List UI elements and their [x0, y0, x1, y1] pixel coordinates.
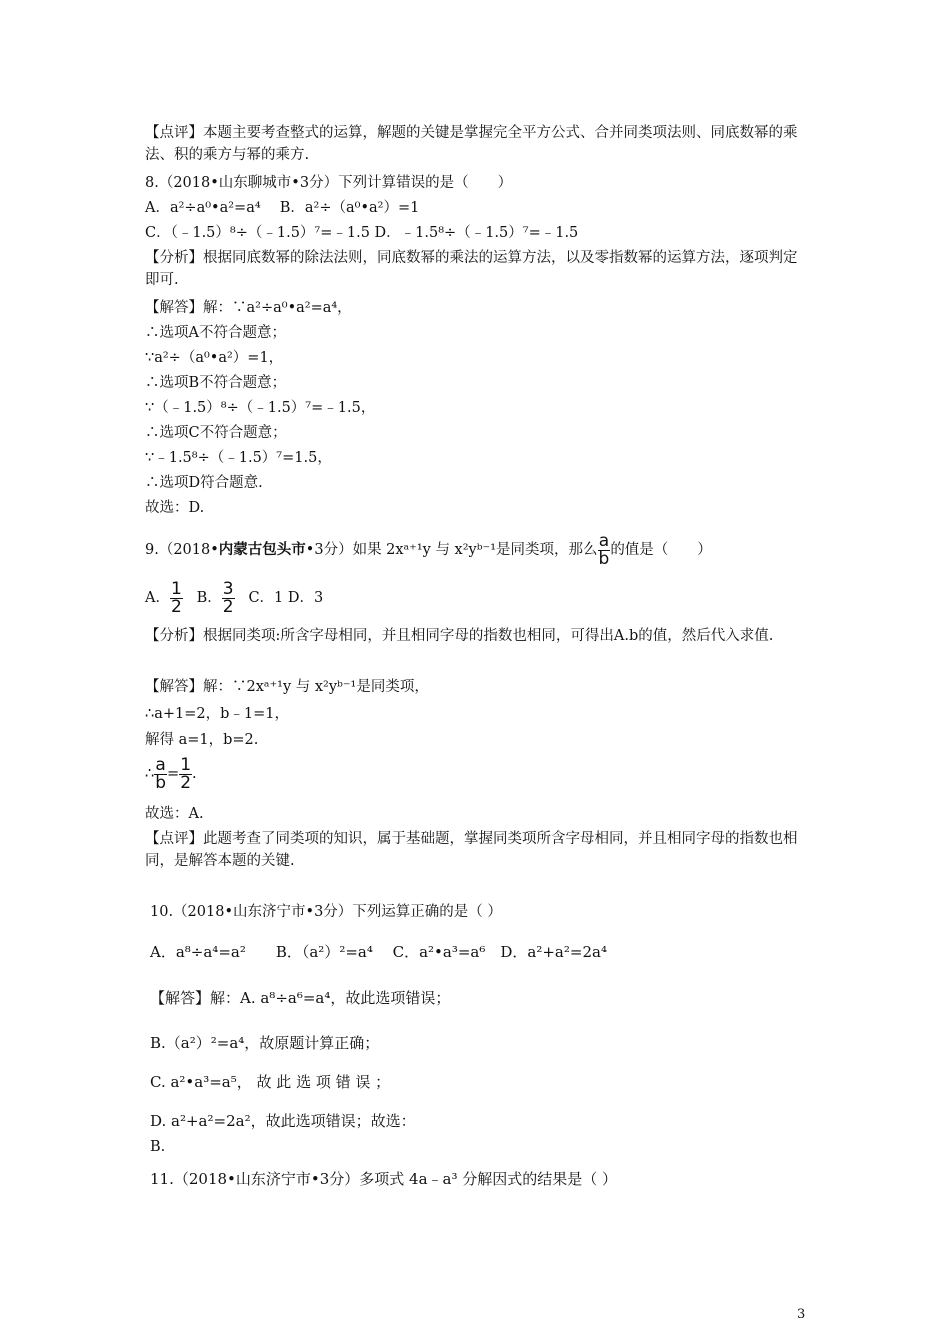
q8-options-cd: C．（﹣1.5）⁸÷（﹣1.5）⁷=﹣1.5 D．﹣1.5⁸÷（﹣1.5）⁷=﹣1.5 [145, 225, 579, 241]
q10-title: 10.（2018•山东济宁市•3分）下列运算正确的是（ ） [150, 904, 502, 920]
q11-title: 11.（2018•山东济宁市•3分）多项式 4a﹣a³ 分解因式的结果是（ ） [150, 1170, 618, 1188]
q8-answer-line: ∵﹣1.5⁸÷（﹣1.5）⁷=1.5， [145, 450, 332, 466]
q10-options: A．a⁸÷a⁴=a² B．（a²）²=a⁴ C．a²•a³=a⁶ D．a²+a²=2a⁴ [150, 943, 607, 961]
q10-answer-line: D. a²+a²=2a²，故此选项错误；故选： [150, 1112, 416, 1130]
q9-answer-line: 【解答】解：∵2xᵃ⁺¹y 与 x²yᵇ⁻¹是同类项， [145, 679, 429, 695]
q10-answer-line: B. [150, 1139, 166, 1155]
q9-fraction-a-over-b: $\frac{a}{b}$ [598, 530, 610, 569]
q9-title-post: 的值是（ ） [610, 542, 712, 558]
q10-answer-line: C. a²•a³=a⁵， 故 此 选 项 错 误 ； [150, 1073, 391, 1091]
q10-answer-line: 【解答】解：A. a⁸÷a⁶=a⁴，故此选项错误； [150, 989, 451, 1007]
q9-review: 【点评】此题考查了同类项的知识，属于基础题，掌握同类项所含字母相同，并且相同字母的指数也相同，是解答本题的关键. [145, 831, 798, 869]
q9-answer-line: 解得 a=1，b=2. [145, 732, 259, 748]
q8-title: 8.（2018•山东聊城市•3分）下列计算错误的是（ ） [145, 175, 513, 191]
q9-title [145, 532, 712, 568]
q9-choice: 故选：A. [145, 806, 204, 822]
q9-answer-fraction-line: ∴ $\frac{a}{b}$ = $\frac{1}{2}$ . [145, 754, 197, 793]
q9-answer-line: ∴a+1=2，b﹣1=1， [145, 706, 290, 722]
q8-analysis: 【分析】根据同底数幂的除法法则，同底数幂的乘法的运算方法，以及零指数幂的运算方法，逐项判定即可. [145, 250, 798, 288]
review-prev: 【点评】本题主要考查整式的运算，解题的关键是掌握完全平方公式、合并同类项法则、同底数幂的乘法、积的乘方与幂的乘方. [145, 125, 798, 163]
q9-option-b-fraction: $\frac{3}{2}$ [222, 578, 234, 617]
q9-answer-fraction-ab: $\frac{a}{b}$ [155, 754, 167, 793]
q8-answer-line: ∵a²÷（a⁰•a²）=1， [145, 350, 284, 366]
q8-answer-line: ∴选项D符合题意. [145, 475, 263, 491]
q9-option-a-fraction: $\frac{1}{2}$ [170, 578, 182, 617]
q8-choice: 故选：D. [145, 500, 205, 516]
q8-answer-line: ∴选项A不符合题意； [145, 325, 286, 341]
q8-answer-line: ∴选项C不符合题意； [145, 425, 287, 441]
q9-title-pre: 9.（2018• [145, 542, 219, 558]
q9-analysis: 【分析】根据同类项:所含字母相同，并且相同字母的指数也相同，可得出A.b的值，然后代入求值. [145, 628, 774, 644]
q9-title-mid: •3分）如果 2xᵃ⁺¹y 与 x²yᵇ⁻¹是同类项，那么 [305, 542, 598, 558]
q8-answer-line: 【解答】解：∵a²÷a⁰•a²=a⁴， [145, 300, 352, 316]
q9-title-location: 内蒙古包头市 [218, 541, 306, 558]
q8-options-ab: A．a²÷a⁰•a²=a⁴ B．a²÷（a⁰•a²）=1 [145, 200, 420, 216]
q8-answer-line: ∴选项B不符合题意； [145, 375, 287, 391]
page-number: 3 [797, 1307, 806, 1322]
q9-options: A． $\frac{1}{2}$ B． $\frac{3}{2}$ C．1 D．3 [145, 578, 324, 617]
q8-answer-line: ∵（﹣1.5）⁸÷（﹣1.5）⁷=﹣1.5， [145, 400, 376, 416]
q10-answer-line: B.（a²）²=a⁴，故原题计算正确； [150, 1034, 380, 1052]
q9-answer-fraction-half: $\frac{1}{2}$ [180, 754, 192, 793]
